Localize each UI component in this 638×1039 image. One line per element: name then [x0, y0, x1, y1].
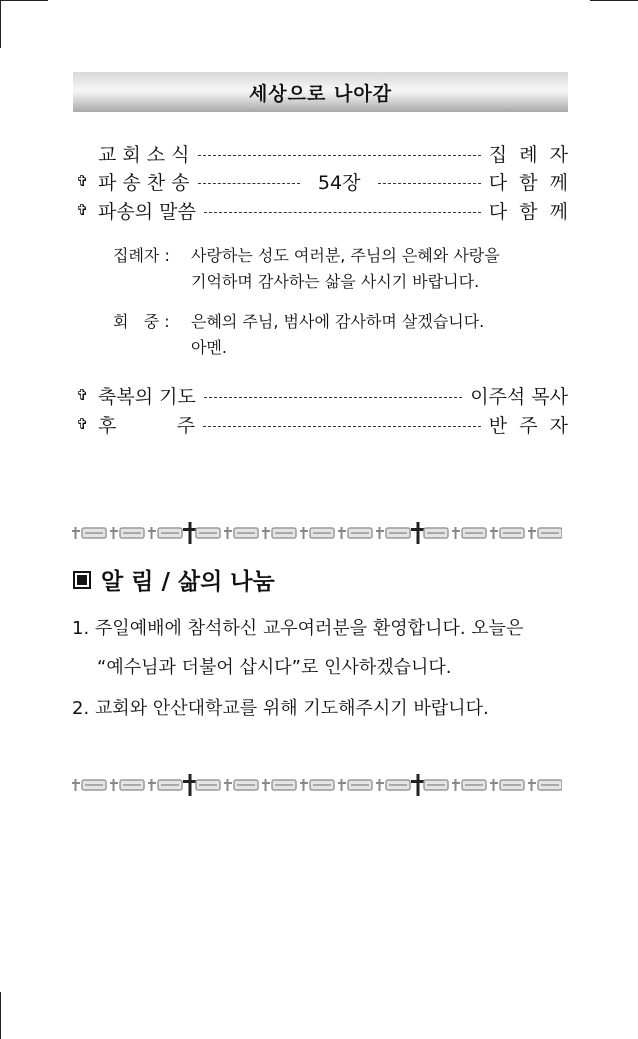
order-row-sending-word — [76, 197, 568, 223]
leader-dots — [204, 212, 481, 213]
large-cross-icon — [411, 774, 425, 796]
leader-dots — [198, 183, 300, 184]
leader-dots — [204, 397, 462, 398]
chain-divider-bottom — [72, 772, 562, 798]
cross-icon: ✞ — [76, 172, 89, 190]
small-cross-icon — [528, 527, 536, 539]
filled-square-icon — [73, 571, 91, 589]
chain-link-bar — [161, 784, 179, 786]
order-row-sending-hymn — [76, 168, 568, 194]
leader-dots — [378, 183, 480, 184]
order-leader: 반 주 자 — [488, 414, 568, 437]
small-cross-icon — [376, 779, 384, 791]
hymn-number: 54장 — [317, 171, 361, 194]
chain-link-bar — [351, 532, 369, 534]
order-item-label: 파송의 말씀 — [98, 200, 196, 223]
response-text — [191, 243, 500, 295]
small-cross-icon — [490, 527, 498, 539]
small-cross-icon — [300, 779, 308, 791]
small-cross-icon — [300, 527, 308, 539]
leader-dots — [203, 426, 481, 427]
chain-link-bar — [503, 532, 521, 534]
chain-link-bar — [275, 784, 293, 786]
chain-link-bar — [123, 784, 141, 786]
order-item-label: 후 주 — [98, 414, 196, 437]
notices-title-text: 알 림 / 삶의 나눔 — [101, 569, 275, 595]
response-role: 집례자 : — [113, 246, 170, 265]
chain-link-bar — [313, 784, 331, 786]
chain-link-bar — [237, 784, 255, 786]
order-leader: 다 함 께 — [488, 171, 568, 194]
chain-link-bar — [275, 532, 293, 534]
crop-mark-top-left-h — [0, 0, 48, 1]
chain-link-bar — [465, 784, 483, 786]
section-title: 세상으로 나아감 — [248, 82, 393, 105]
small-cross-icon — [452, 779, 460, 791]
order-item-label: 축복의 기도 — [98, 385, 196, 408]
order-leader: 다 함 께 — [488, 200, 568, 223]
chain-link-bar — [427, 784, 445, 786]
small-cross-icon — [262, 779, 270, 791]
notice-number: 1. — [72, 618, 90, 639]
response-line: 아멘. — [191, 338, 227, 357]
order-leader: 집 례 자 — [488, 143, 568, 166]
crop-mark-bottom-left-v — [0, 992, 1, 1039]
chain-link-bar — [503, 784, 521, 786]
chain-link-bar — [351, 784, 369, 786]
chain-link-bar — [389, 784, 407, 786]
order-row-church-news — [76, 140, 568, 166]
crop-mark-top-right-h — [590, 0, 638, 1]
small-cross-icon — [338, 527, 346, 539]
chain-link-bar — [389, 532, 407, 534]
chain-link-bar — [541, 532, 559, 534]
large-cross-icon — [183, 522, 197, 544]
small-cross-icon — [148, 779, 156, 791]
notice-text: 주일예배에 참석하신 교우여러분을 환영합니다. 오늘은 — [94, 618, 524, 639]
small-cross-icon — [490, 779, 498, 791]
chain-link-bar — [123, 532, 141, 534]
cross-icon: ✞ — [76, 386, 89, 404]
order-item-label: 파 송 찬 송 — [98, 171, 190, 194]
order-row-benediction — [76, 382, 568, 408]
small-cross-icon — [110, 779, 118, 791]
section-header-bar — [73, 72, 568, 112]
chain-link-bar — [199, 784, 217, 786]
small-cross-icon — [224, 779, 232, 791]
small-cross-icon — [528, 779, 536, 791]
response-role: 회 중 : — [113, 312, 170, 331]
small-cross-icon — [224, 527, 232, 539]
notices-title — [73, 563, 275, 596]
small-cross-icon — [72, 779, 80, 791]
notice-item-1 — [72, 614, 523, 640]
chain-divider-top — [72, 520, 562, 546]
large-cross-icon — [183, 774, 197, 796]
response-block-leader — [113, 243, 500, 291]
chain-link-bar — [161, 532, 179, 534]
response-line: 은혜의 주님, 범사에 감사하며 살겠습니다. — [191, 312, 485, 331]
cross-icon: ✞ — [76, 415, 89, 433]
small-cross-icon — [110, 527, 118, 539]
notice-text: 교회와 안산대학교를 위해 기도해주시기 바랍니다. — [94, 698, 489, 719]
order-leader: 이주석 목사 — [470, 385, 568, 408]
response-text — [191, 309, 484, 361]
notice-number: 2. — [72, 698, 90, 719]
chain-link-bar — [465, 532, 483, 534]
small-cross-icon — [262, 527, 270, 539]
chain-link-bar — [427, 532, 445, 534]
chain-link-bar — [85, 532, 103, 534]
chain-link-bar — [237, 532, 255, 534]
small-cross-icon — [376, 527, 384, 539]
leader-dots — [198, 155, 481, 156]
large-cross-icon — [411, 522, 425, 544]
response-block-congregation — [113, 309, 485, 357]
order-item-label: 교 회 소 식 — [98, 143, 190, 166]
notice-item-1-continued — [97, 653, 452, 679]
chain-link-bar — [313, 532, 331, 534]
notice-item-2 — [72, 694, 489, 720]
crop-mark-top-left-v — [0, 0, 1, 48]
small-cross-icon — [338, 779, 346, 791]
chain-link-bar — [85, 784, 103, 786]
notice-text: “예수님과 더불어 삽시다”로 인사하겠습니다. — [97, 657, 452, 678]
chain-link-bar — [541, 784, 559, 786]
small-cross-icon — [148, 527, 156, 539]
order-row-postlude — [76, 411, 568, 437]
response-line: 기억하며 감사하는 삶을 사시기 바랍니다. — [191, 272, 480, 291]
response-line: 사랑하는 성도 여러분, 주님의 은혜와 사랑을 — [191, 246, 500, 265]
small-cross-icon — [452, 527, 460, 539]
cross-icon: ✞ — [76, 201, 89, 219]
small-cross-icon — [72, 527, 80, 539]
chain-link-bar — [199, 532, 217, 534]
